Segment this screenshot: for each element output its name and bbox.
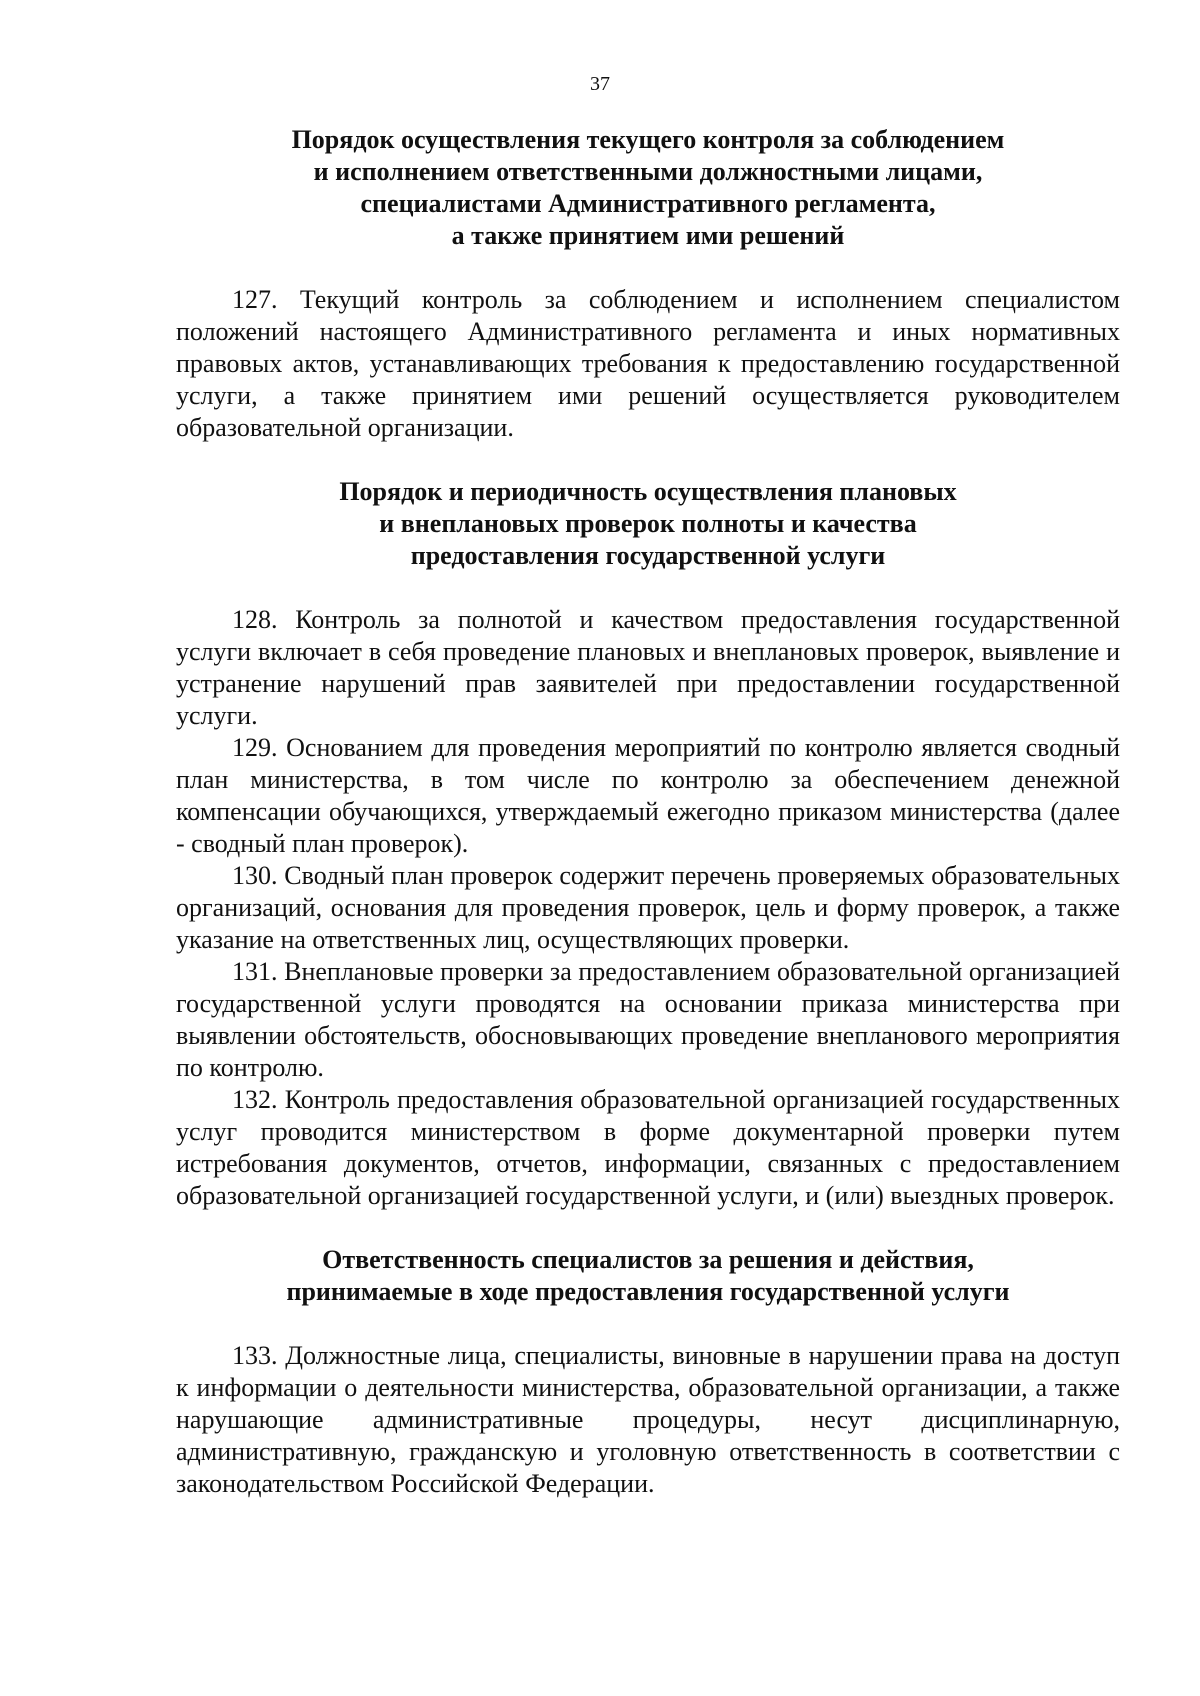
paragraph-127: 127. Текущий контроль за соблюдением и исполнением специалистом положений настоящего Административного регламента и иных нормативных правовых актов, устанавливающих требования к предоставлению государственной услуги, а также принятием ими решений осуществляется руководителем образовательной организации. [176, 285, 1120, 442]
heading-line: и внеплановых проверок полноты и качества [379, 509, 917, 538]
heading-line: принимаемые в ходе предоставления государственной услуги [286, 1277, 1010, 1306]
page-number: 37 [590, 73, 610, 95]
section-heading-current-control [176, 124, 1120, 252]
section-heading-inspections [176, 476, 1120, 572]
paragraph-132: 132. Контроль предоставления образовательной организацией государственных услуг проводится министерством в форме документарной проверки путем истребования документов, отчетов, информации, связанных с предоставлением образовательной организацией государственной услуги, и (или) выездных проверок. [176, 1085, 1120, 1210]
paragraph-129: 129. Основанием для проведения мероприятий по контролю является сводный план министерства, в том числе по контролю за обеспечением денежной компенсации обучающихся, утверждаемый ежегодно приказом министерства (далее - сводный план проверок). [176, 733, 1120, 858]
heading-line: Ответственность специалистов за решения и действия, [322, 1245, 974, 1274]
paragraph-128: 128. Контроль за полнотой и качеством предоставления государственной услуги включает в себя проведение плановых и внеплановых проверок, выявление и устранение нарушений прав заявителей при предоставлении государственной услуги. [176, 605, 1120, 730]
paragraph-131: 131. Внеплановые проверки за предоставлением образовательной организацией государственной услуги проводятся на основании приказа министерства при выявлении обстоятельств, обосновывающих проведение внепланового мероприятия по контролю. [176, 957, 1120, 1082]
heading-line: предоставления государственной услуги [410, 541, 886, 570]
heading-line: специалистами Административного регламента, [360, 189, 936, 218]
heading-line: а также принятием ими решений [451, 221, 845, 250]
section-heading-responsibility [176, 1244, 1120, 1308]
heading-line: Порядок осуществления текущего контроля за соблюдением [291, 125, 1005, 154]
paragraph-130: 130. Сводный план проверок содержит перечень проверяемых образовательных организаций, основания для проведения проверок, цель и форму проверок, а также указание на ответственных лиц, осуществляющих проверки. [176, 861, 1120, 954]
heading-line: и исполнением ответственными должностными лицами, [313, 157, 983, 186]
document-body [176, 124, 1120, 1500]
paragraph-133: 133. Должностные лица, специалисты, виновные в нарушении права на доступ к информации о деятельности министерства, образовательной организации, а также нарушающие административные процедуры, несут дисциплинарную, административную, гражданскую и уголовную ответственность в соответствии с законодательством Российской Федерации. [176, 1341, 1120, 1498]
heading-line: Порядок и периодичность осуществления плановых [339, 477, 957, 506]
